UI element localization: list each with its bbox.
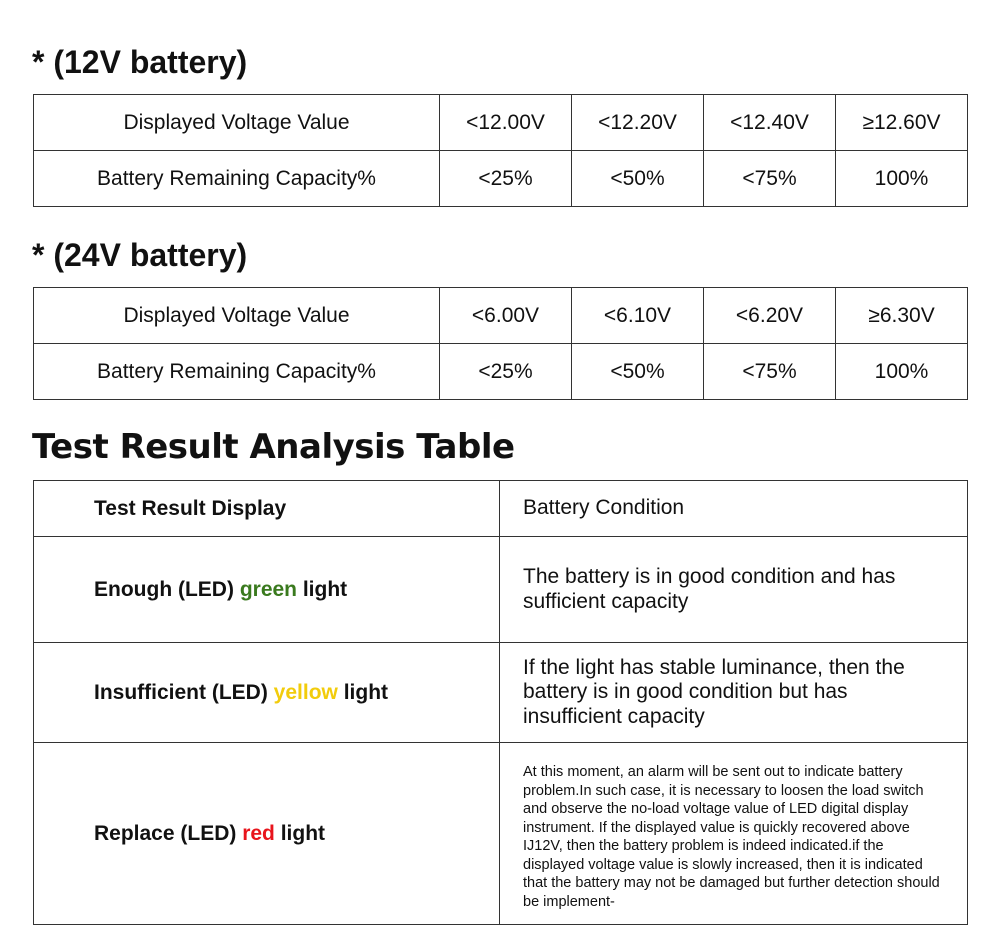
color-word-red: red bbox=[242, 821, 275, 845]
table-row bbox=[34, 643, 968, 743]
capacity-cell: <75% bbox=[704, 151, 836, 207]
capacity-cell: <50% bbox=[572, 344, 704, 400]
result-display-red bbox=[34, 743, 500, 925]
voltage-cell: ≥6.30V bbox=[836, 288, 968, 344]
battery-condition-text: At this moment, an alarm will be sent out to indicate battery problem.In such case, it is necessary to loosen the load switch and observe the no-load voltage value of LED digital display instrument. If the displayed value is quickly recovered above IJ12V, then the battery problem is indeed indicated.if the displayed voltage value is slowly increased, then it is indicated that the battery may not be damaged but further detection should be implement- bbox=[500, 743, 968, 925]
heading-24v-battery: * (24V battery) bbox=[32, 237, 248, 273]
heading-test-result-analysis: Test Result Analysis Table bbox=[32, 427, 515, 467]
row-label: Battery Remaining Capacity% bbox=[34, 344, 440, 400]
row-label: Displayed Voltage Value bbox=[34, 95, 440, 151]
battery-condition-text: The battery is in good condition and has sufficient capacity bbox=[500, 537, 968, 643]
table-row bbox=[34, 743, 968, 925]
capacity-cell: <75% bbox=[704, 344, 836, 400]
table-row bbox=[34, 288, 968, 344]
capacity-cell: <50% bbox=[572, 151, 704, 207]
voltage-cell: ≥12.60V bbox=[836, 95, 968, 151]
heading-12v-battery: * (12V battery) bbox=[32, 44, 248, 80]
result-suffix: light bbox=[337, 680, 389, 704]
table-row bbox=[34, 95, 968, 151]
table-header-row bbox=[34, 481, 968, 537]
result-prefix: Replace (LED) bbox=[94, 821, 243, 845]
result-display-green bbox=[34, 537, 500, 643]
row-label: Battery Remaining Capacity% bbox=[34, 151, 440, 207]
table-row bbox=[34, 344, 968, 400]
result-suffix: light bbox=[297, 577, 348, 601]
table-row bbox=[34, 151, 968, 207]
table-row bbox=[34, 537, 968, 643]
voltage-cell: <6.10V bbox=[572, 288, 704, 344]
voltage-cell: <12.00V bbox=[440, 95, 572, 151]
capacity-cell: <25% bbox=[440, 344, 572, 400]
voltage-cell: <6.00V bbox=[440, 288, 572, 344]
voltage-cell: <12.20V bbox=[572, 95, 704, 151]
capacity-cell: <25% bbox=[440, 151, 572, 207]
capacity-cell: 100% bbox=[836, 151, 968, 207]
voltage-cell: <12.40V bbox=[704, 95, 836, 151]
header-battery-condition: Battery Condition bbox=[500, 481, 968, 537]
result-prefix: Enough (LED) bbox=[94, 577, 240, 601]
table-24v-battery bbox=[33, 287, 968, 400]
row-label: Displayed Voltage Value bbox=[34, 288, 440, 344]
result-suffix: light bbox=[274, 821, 326, 845]
battery-condition-text: If the light has stable luminance, then the battery is in good condition but has insufficient capacity bbox=[500, 643, 968, 743]
color-word-green: green bbox=[239, 577, 297, 601]
voltage-cell: <6.20V bbox=[704, 288, 836, 344]
capacity-cell: 100% bbox=[836, 344, 968, 400]
result-display-yellow bbox=[34, 643, 500, 743]
header-test-result-display: Test Result Display bbox=[34, 481, 500, 537]
test-result-analysis-table bbox=[33, 480, 968, 925]
table-12v-battery bbox=[33, 94, 968, 207]
result-prefix: Insufficient (LED) bbox=[94, 680, 274, 704]
color-word-yellow: yellow bbox=[273, 680, 338, 704]
